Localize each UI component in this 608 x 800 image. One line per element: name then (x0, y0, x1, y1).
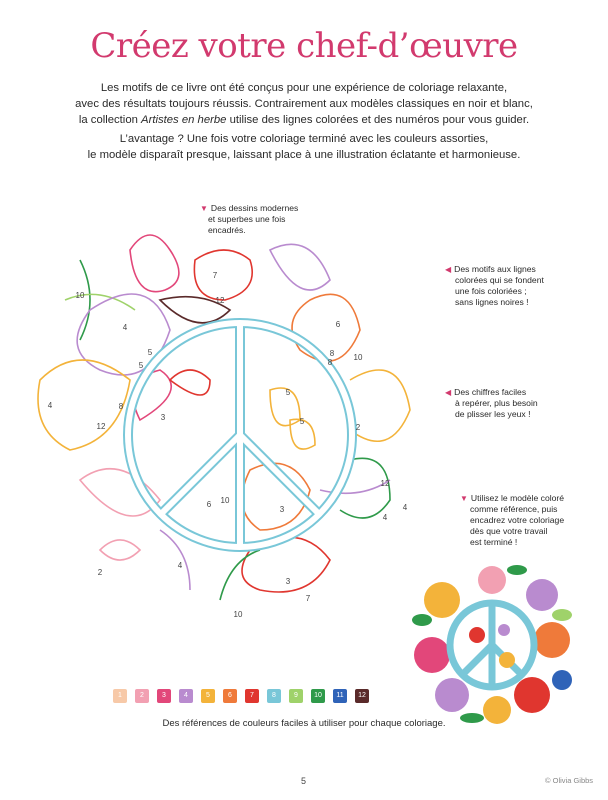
callout-modern-designs: ▼ Des dessins modernes et superbes une fois encadrés. (200, 203, 299, 235)
intro-paragraph-2 (40, 131, 568, 163)
coloring-illustration (20, 190, 420, 630)
colored-reference-image (412, 560, 572, 725)
callout-easy-numbers: ◀ Des chiffres faciles à repérer, plus besoin de plisser les yeux ! (445, 387, 538, 419)
intro-line: L’avantage ? Une fois votre coloriage terminé avec les couleurs assorties, (119, 133, 489, 145)
artwork-number: 3 (285, 577, 291, 586)
callout-reference-model: ▼ Utilisez le modèle coloré comme référence, puis encadrez votre coloriage dès que votre travail est terminé ! (460, 493, 565, 547)
copyright-credit: © Olivia Gibbs (545, 776, 594, 785)
swatch-10: 10 (311, 689, 325, 703)
artwork-number: 8 (327, 358, 333, 367)
artwork-number: 6 (335, 320, 341, 329)
artwork-number: 6 (206, 500, 212, 509)
swatch-12: 12 (355, 689, 369, 703)
artwork-number: 4 (47, 401, 53, 410)
artwork-number: 4 (122, 323, 128, 332)
artwork-number: 3 (160, 413, 166, 422)
swatch-6: 6 (223, 689, 237, 703)
intro-line: le modèle disparaît presque, laissant place à une illustration éclatante et harmonieuse. (87, 149, 521, 161)
intro-line: avec des résultats toujours réussis. Contrairement aux modèles classiques en noir et blanc, (75, 98, 533, 110)
swatch-2: 2 (135, 689, 149, 703)
artwork-number: 7 (212, 271, 218, 280)
artwork-number: 5 (299, 417, 305, 426)
artwork-number: 3 (279, 505, 285, 514)
callout-colored-lines: ◀ Des motifs aux lignes colorées qui se fondent une fois coloriées ; sans lignes noires ! (445, 264, 544, 307)
intro-paragraph-1 (40, 80, 568, 128)
swatch-9: 9 (289, 689, 303, 703)
artwork-number: 8 (329, 349, 335, 358)
swatch-11: 11 (333, 689, 347, 703)
artwork-number: 4 (177, 561, 183, 570)
artwork-number: 5 (147, 348, 153, 357)
artwork-number: 12 (215, 296, 225, 305)
artwork-number: 10 (75, 291, 85, 300)
collection-name: Artistes en herbe (141, 114, 227, 126)
artwork-number: 10 (353, 353, 363, 362)
artwork-number: 10 (233, 610, 243, 619)
artwork-number: 8 (118, 402, 124, 411)
swatch-5: 5 (201, 689, 215, 703)
swatch-legend: Des références de couleurs faciles à utiliser pour chaque coloriage. (162, 718, 446, 729)
intro-line: la collection Artistes en herbe utilise des lignes colorées et des numéros pour vous guider. (78, 114, 530, 126)
artwork-number: 7 (305, 594, 311, 603)
swatch-7: 7 (245, 689, 259, 703)
color-swatches (113, 689, 369, 703)
artwork-number: 4 (382, 513, 388, 522)
artwork-number: 2 (355, 423, 361, 432)
page-number: 5 (301, 776, 307, 786)
intro-line: Les motifs de ce livre ont été conçus pour une expérience de coloriage relaxante, (100, 82, 508, 94)
swatch-1: 1 (113, 689, 127, 703)
swatch-8: 8 (267, 689, 281, 703)
swatch-4: 4 (179, 689, 193, 703)
artwork-number: 5 (285, 388, 291, 397)
page-title: Créez votre chef-d’œuvre (90, 26, 518, 66)
artwork-number: 12 (380, 479, 390, 488)
artwork-number: 10 (220, 496, 230, 505)
artwork-number: 4 (402, 503, 408, 512)
artwork-number: 5 (138, 361, 144, 370)
swatch-3: 3 (157, 689, 171, 703)
artwork-number: 12 (96, 422, 106, 431)
artwork-number: 2 (97, 568, 103, 577)
